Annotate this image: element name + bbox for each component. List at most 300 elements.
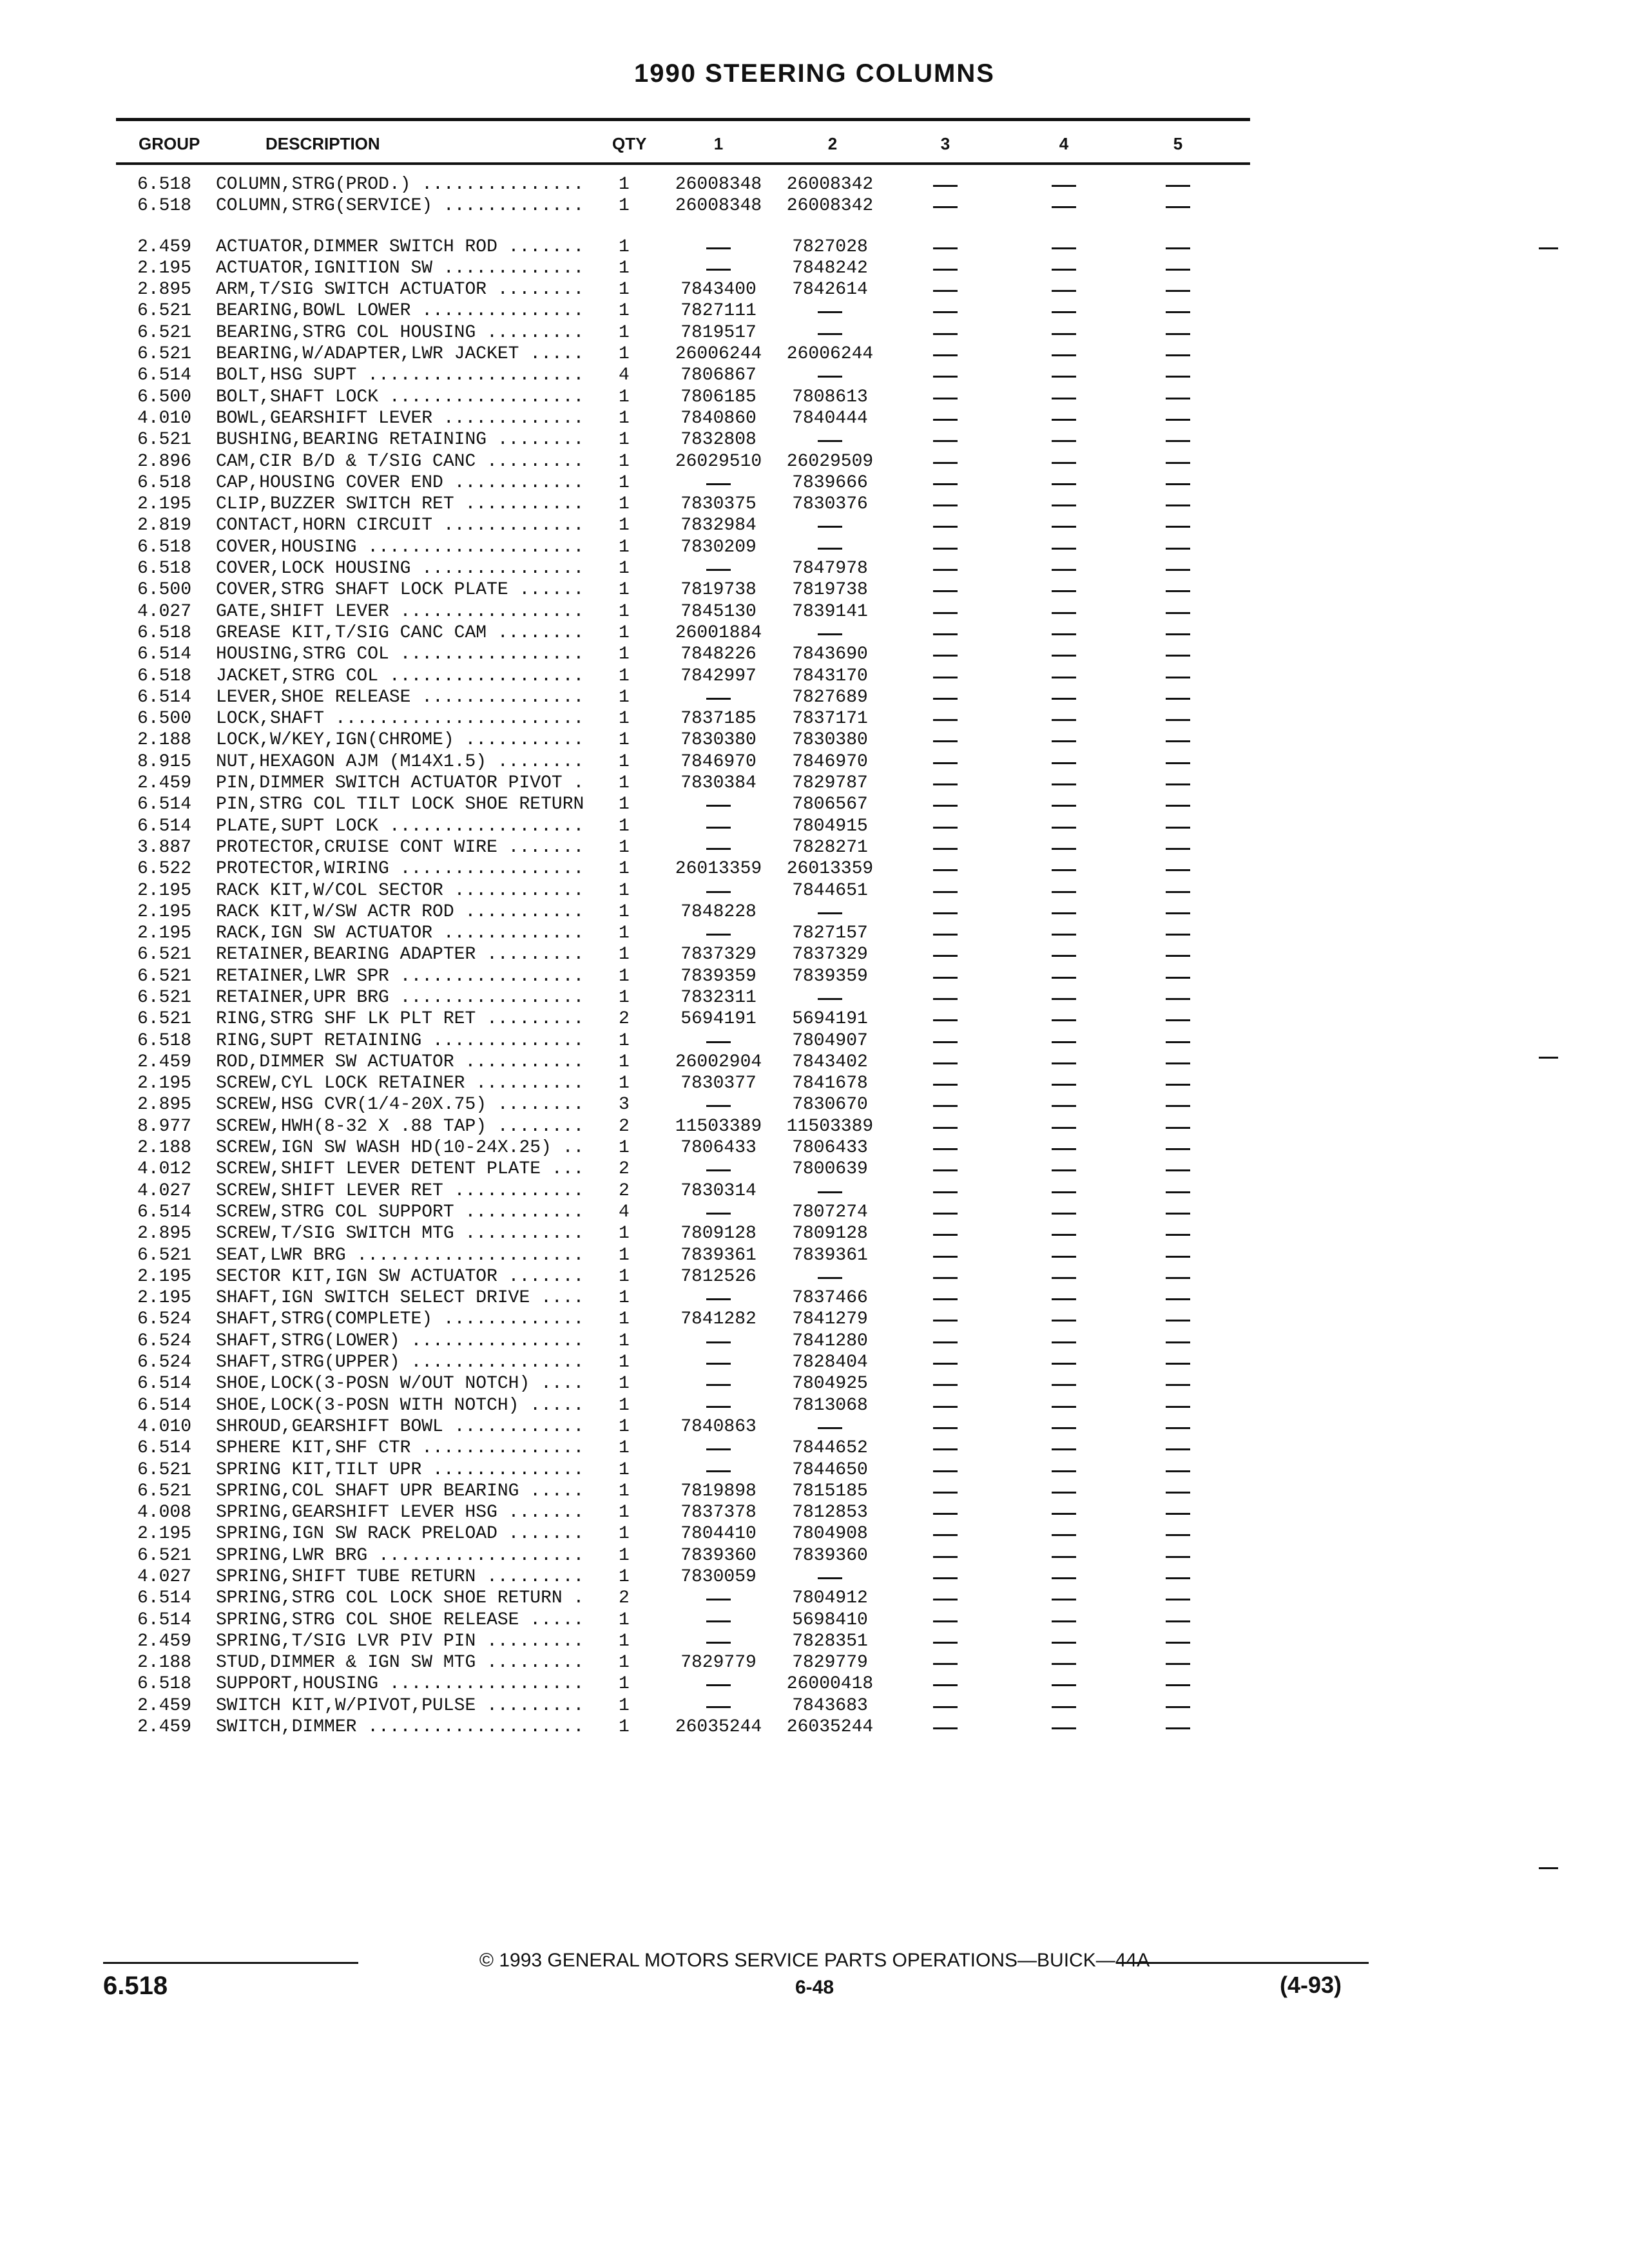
not-applicable-dash <box>1166 912 1190 914</box>
description-cell: SECTOR KIT,IGN SW ACTUATOR ....... <box>216 1266 584 1287</box>
not-applicable-dash <box>1166 1706 1190 1708</box>
part-number: 7841678 <box>792 1073 868 1094</box>
part-number: 7847978 <box>792 559 868 579</box>
qty-cell: 1 <box>619 322 630 343</box>
table-row <box>0 1223 1629 1244</box>
description-cell: RETAINER,UPR BRG ................. <box>216 987 584 1008</box>
not-applicable-dash <box>933 934 958 936</box>
not-applicable-dash <box>706 569 731 571</box>
not-applicable-dash <box>933 655 958 657</box>
table-row <box>0 1652 1629 1673</box>
not-applicable-dash <box>1052 934 1076 936</box>
qty-cell: 1 <box>619 1352 630 1373</box>
not-applicable-dash <box>1166 1406 1190 1408</box>
not-applicable-dash <box>1166 783 1190 785</box>
part-number: 5694191 <box>792 1009 868 1030</box>
not-applicable-dash <box>933 1277 958 1279</box>
description-cell: SCREW,HSG CVR(1/4-20X.75) ........ <box>216 1095 584 1115</box>
qty-cell: 1 <box>619 1073 630 1094</box>
not-applicable-dash <box>933 1448 958 1450</box>
part-number: 7848242 <box>792 258 868 278</box>
description-cell: RING,STRG SHF LK PLT RET ......... <box>216 1009 584 1030</box>
not-applicable-dash <box>933 1384 958 1386</box>
part-number: 7830377 <box>680 1073 757 1094</box>
not-applicable-dash <box>933 1169 958 1171</box>
qty-cell: 1 <box>619 730 630 751</box>
table-row <box>0 1610 1629 1631</box>
not-applicable-dash <box>1052 185 1076 187</box>
not-applicable-dash <box>1166 612 1190 614</box>
not-applicable-dash <box>1052 526 1076 528</box>
not-applicable-dash <box>818 440 842 442</box>
not-applicable-dash <box>933 1041 958 1043</box>
description-cell: SHAFT,STRG(LOWER) ................ <box>216 1331 584 1351</box>
not-applicable-dash <box>1166 1234 1190 1236</box>
group-cell: 6.514 <box>137 365 192 386</box>
not-applicable-dash <box>933 1213 958 1215</box>
part-number: 7829779 <box>680 1653 757 1673</box>
not-applicable-dash <box>1166 1363 1190 1365</box>
table-row <box>0 1030 1629 1052</box>
part-number: 7846970 <box>680 751 757 772</box>
part-number: 26035244 <box>786 1717 874 1738</box>
not-applicable-dash <box>933 1470 958 1472</box>
qty-cell: 2 <box>619 1588 630 1609</box>
part-number: 7828271 <box>792 837 868 858</box>
description-cell: PIN,STRG COL TILT LOCK SHOE RETURN <box>216 794 584 815</box>
not-applicable-dash <box>1166 569 1190 571</box>
qty-cell: 1 <box>619 430 630 450</box>
part-number: 7844651 <box>792 880 868 901</box>
part-number: 7839666 <box>792 472 868 493</box>
not-applicable-dash <box>933 740 958 742</box>
qty-cell: 2 <box>619 1009 630 1030</box>
description-cell: SPRING,STRG COL LOCK SHOE RETURN . <box>216 1588 584 1609</box>
part-number: 7806433 <box>792 1138 868 1158</box>
not-applicable-dash <box>1052 1470 1076 1472</box>
table-row <box>0 236 1629 258</box>
not-applicable-dash <box>1166 869 1190 871</box>
description-cell: COLUMN,STRG(PROD.) ............... <box>216 175 584 195</box>
not-applicable-dash <box>1166 1663 1190 1665</box>
group-cell: 6.521 <box>137 945 192 965</box>
not-applicable-dash <box>706 805 731 807</box>
description-cell: CLIP,BUZZER SWITCH RET ........... <box>216 494 584 515</box>
not-applicable-dash <box>933 1727 958 1729</box>
not-applicable-dash <box>706 483 731 485</box>
group-cell: 6.514 <box>137 1374 192 1394</box>
table-row <box>0 622 1629 644</box>
qty-cell: 1 <box>619 344 630 365</box>
part-number: 7804908 <box>792 1524 868 1544</box>
part-number: 26002904 <box>675 1052 762 1072</box>
not-applicable-dash <box>1052 1169 1076 1171</box>
qty-cell: 1 <box>619 1610 630 1630</box>
part-number: 7828404 <box>792 1352 868 1373</box>
not-applicable-dash <box>706 269 731 271</box>
part-number: 7839359 <box>680 966 757 986</box>
part-number: 7843170 <box>792 666 868 686</box>
group-cell: 6.518 <box>137 196 192 216</box>
not-applicable-dash <box>706 1105 731 1107</box>
not-applicable-dash <box>1166 1148 1190 1150</box>
part-number: 7832311 <box>680 987 757 1008</box>
not-applicable-dash <box>1166 977 1190 979</box>
not-applicable-dash <box>1166 440 1190 442</box>
not-applicable-dash <box>706 1642 731 1644</box>
group-cell: 2.195 <box>137 901 192 922</box>
header-group: GROUP <box>139 134 200 153</box>
qty-cell: 1 <box>619 1266 630 1287</box>
description-cell: BOLT,SHAFT LOCK .................. <box>216 387 584 407</box>
not-applicable-dash <box>1052 655 1076 657</box>
table-row <box>0 987 1629 1008</box>
part-number: 7848226 <box>680 644 757 665</box>
part-number: 7841282 <box>680 1309 757 1330</box>
table-row <box>0 773 1629 794</box>
qty-cell: 2 <box>619 1180 630 1201</box>
not-applicable-dash <box>1052 419 1076 421</box>
qty-cell: 1 <box>619 1224 630 1244</box>
not-applicable-dash <box>933 290 958 292</box>
not-applicable-dash <box>706 1470 731 1472</box>
not-applicable-dash <box>1166 311 1190 313</box>
description-cell: ACTUATOR,IGNITION SW ............. <box>216 258 584 278</box>
group-cell: 2.459 <box>137 773 192 794</box>
not-applicable-dash <box>1166 719 1190 721</box>
description-cell: SPRING,SHIFT TUBE RETURN ......... <box>216 1567 584 1587</box>
group-cell: 4.027 <box>137 601 192 622</box>
part-number: 7843402 <box>792 1052 868 1072</box>
not-applicable-dash <box>933 1684 958 1686</box>
not-applicable-dash <box>1166 1448 1190 1450</box>
description-cell: SPRING,COL SHAFT UPR BEARING ..... <box>216 1481 584 1501</box>
not-applicable-dash <box>1052 1448 1076 1450</box>
table-row <box>0 195 1629 216</box>
qty-cell: 1 <box>619 1545 630 1566</box>
part-number: 7830380 <box>680 730 757 751</box>
group-cell: 2.188 <box>137 1653 192 1673</box>
table-row <box>0 1673 1629 1695</box>
not-applicable-dash <box>1052 1298 1076 1300</box>
not-applicable-dash <box>933 333 958 335</box>
not-applicable-dash <box>933 1363 958 1365</box>
not-applicable-dash <box>1052 869 1076 871</box>
part-number: 7808613 <box>792 387 868 407</box>
qty-cell: 1 <box>619 451 630 472</box>
not-applicable-dash <box>933 1234 958 1236</box>
table-row <box>0 258 1629 279</box>
group-cell: 6.518 <box>137 666 192 686</box>
qty-cell: 4 <box>619 1202 630 1222</box>
table-row <box>0 666 1629 687</box>
not-applicable-dash <box>933 698 958 700</box>
part-number: 7829779 <box>792 1653 868 1673</box>
not-applicable-dash <box>933 633 958 635</box>
not-applicable-dash <box>1166 1213 1190 1215</box>
description-cell: COVER,HOUSING .................... <box>216 537 584 557</box>
description-cell: SPRING,LWR BRG ................... <box>216 1545 584 1566</box>
not-applicable-dash <box>818 633 842 635</box>
part-number: 7837171 <box>792 709 868 729</box>
not-applicable-dash <box>706 698 731 700</box>
part-number: 7839141 <box>792 601 868 622</box>
table-row <box>0 1395 1629 1416</box>
description-cell: RING,SUPT RETAINING .............. <box>216 1030 584 1051</box>
group-cell: 6.522 <box>137 859 192 879</box>
not-applicable-dash <box>1052 827 1076 829</box>
not-applicable-dash <box>1166 633 1190 635</box>
qty-cell: 1 <box>619 1030 630 1051</box>
table-row <box>0 794 1629 815</box>
description-cell: BEARING,STRG COL HOUSING ......... <box>216 322 584 343</box>
not-applicable-dash <box>1166 955 1190 957</box>
table-row <box>0 601 1629 622</box>
part-number: 7839359 <box>792 966 868 986</box>
qty-cell: 1 <box>619 709 630 729</box>
qty-cell: 1 <box>619 580 630 601</box>
not-applicable-dash <box>933 677 958 678</box>
table-row <box>0 1180 1629 1202</box>
part-number: 26035244 <box>675 1717 762 1738</box>
not-applicable-dash <box>1166 1041 1190 1043</box>
group-cell: 4.012 <box>137 1159 192 1180</box>
not-applicable-dash <box>1166 698 1190 700</box>
qty-cell: 1 <box>619 880 630 901</box>
header-qty: QTY <box>612 134 647 153</box>
not-applicable-dash <box>1052 1384 1076 1386</box>
group-cell: 8.977 <box>137 1116 192 1137</box>
qty-cell: 1 <box>619 1288 630 1309</box>
group-cell: 4.010 <box>137 1416 192 1437</box>
group-cell: 6.521 <box>137 1545 192 1566</box>
group-cell: 6.518 <box>137 472 192 493</box>
group-cell: 6.514 <box>137 1395 192 1416</box>
not-applicable-dash <box>933 1599 958 1600</box>
not-applicable-dash <box>1166 740 1190 742</box>
not-applicable-dash <box>933 419 958 421</box>
qty-cell: 1 <box>619 601 630 622</box>
part-number: 7843683 <box>792 1695 868 1716</box>
table-row <box>0 1695 1629 1716</box>
description-cell: RACK KIT,W/SW ACTR ROD ........... <box>216 901 584 922</box>
not-applicable-dash <box>933 1191 958 1193</box>
part-number: 7830209 <box>680 537 757 557</box>
part-number: 7840863 <box>680 1416 757 1437</box>
not-applicable-dash <box>1052 1620 1076 1622</box>
qty-cell: 1 <box>619 1567 630 1587</box>
group-cell: 2.195 <box>137 1073 192 1094</box>
part-number: 26013359 <box>786 859 874 879</box>
not-applicable-dash <box>1052 376 1076 378</box>
not-applicable-dash <box>706 1298 731 1300</box>
part-number: 7837466 <box>792 1288 868 1309</box>
group-cell: 6.518 <box>137 1674 192 1695</box>
margin-mark <box>1539 1867 1558 1869</box>
footer-page-number: 6-48 <box>795 1977 834 1998</box>
not-applicable-dash <box>818 333 842 335</box>
group-cell: 2.459 <box>137 1717 192 1738</box>
group-cell: 6.524 <box>137 1352 192 1373</box>
not-applicable-dash <box>1052 1105 1076 1107</box>
not-applicable-dash <box>818 912 842 914</box>
group-cell: 2.819 <box>137 515 192 536</box>
part-number: 7832808 <box>680 430 757 450</box>
table-row <box>0 408 1629 429</box>
table-row <box>0 1416 1629 1437</box>
table-row <box>0 429 1629 450</box>
qty-cell: 1 <box>619 559 630 579</box>
not-applicable-dash <box>1052 698 1076 700</box>
qty-cell: 1 <box>619 1459 630 1480</box>
header-col-5: 5 <box>1173 134 1183 153</box>
part-number: 26029509 <box>786 451 874 472</box>
part-number: 7837378 <box>680 1503 757 1523</box>
qty-cell: 1 <box>619 1245 630 1265</box>
qty-cell: 1 <box>619 1138 630 1158</box>
part-number: 7846970 <box>792 751 868 772</box>
table-row <box>0 1502 1629 1523</box>
description-cell: RETAINER,BEARING ADAPTER ......... <box>216 945 584 965</box>
group-cell: 4.027 <box>137 1180 192 1201</box>
table-row <box>0 858 1629 879</box>
group-cell: 6.514 <box>137 644 192 665</box>
not-applicable-dash <box>1052 762 1076 764</box>
not-applicable-dash <box>933 1577 958 1579</box>
not-applicable-dash <box>818 1427 842 1429</box>
part-number: 7800639 <box>792 1159 868 1180</box>
not-applicable-dash <box>933 1620 958 1622</box>
qty-cell: 3 <box>619 1095 630 1115</box>
table-row <box>0 515 1629 536</box>
not-applicable-dash <box>1166 827 1190 829</box>
not-applicable-dash <box>1166 1492 1190 1494</box>
not-applicable-dash <box>1166 1513 1190 1515</box>
group-cell: 6.521 <box>137 987 192 1008</box>
table-row <box>0 1052 1629 1073</box>
description-cell: ROD,DIMMER SW ACTUATOR ........... <box>216 1052 584 1072</box>
qty-cell: 1 <box>619 537 630 557</box>
not-applicable-dash <box>1052 206 1076 208</box>
qty-cell: 1 <box>619 687 630 707</box>
table-row <box>0 343 1629 365</box>
not-applicable-dash <box>1166 1620 1190 1622</box>
qty-cell: 1 <box>619 387 630 407</box>
not-applicable-dash <box>1166 1277 1190 1279</box>
not-applicable-dash <box>1052 333 1076 335</box>
part-number: 7843400 <box>680 280 757 300</box>
not-applicable-dash <box>1166 1105 1190 1107</box>
description-cell: ACTUATOR,DIMMER SWITCH ROD ....... <box>216 236 584 257</box>
qty-cell: 1 <box>619 966 630 986</box>
group-cell: 2.188 <box>137 730 192 751</box>
description-cell: ARM,T/SIG SWITCH ACTUATOR ........ <box>216 280 584 300</box>
description-cell: SCREW,T/SIG SWITCH MTG ........... <box>216 1224 584 1244</box>
table-row <box>0 1459 1629 1481</box>
not-applicable-dash <box>706 1448 731 1450</box>
table-row <box>0 687 1629 708</box>
description-cell: LEVER,SHOE RELEASE ............... <box>216 687 584 707</box>
qty-cell: 1 <box>619 175 630 195</box>
not-applicable-dash <box>1166 677 1190 678</box>
part-number: 7841279 <box>792 1309 868 1330</box>
qty-cell: 1 <box>619 236 630 257</box>
not-applicable-dash <box>1052 311 1076 313</box>
not-applicable-dash <box>933 505 958 506</box>
part-number: 7804907 <box>792 1030 868 1051</box>
group-cell: 2.188 <box>137 1138 192 1158</box>
group-cell: 2.195 <box>137 1524 192 1544</box>
part-number: 7829787 <box>792 773 868 794</box>
not-applicable-dash <box>1052 633 1076 635</box>
not-applicable-dash <box>1052 1041 1076 1043</box>
header-description: DESCRIPTION <box>265 134 380 153</box>
group-cell: 6.521 <box>137 1459 192 1480</box>
not-applicable-dash <box>1166 1599 1190 1600</box>
qty-cell: 1 <box>619 1653 630 1673</box>
qty-cell: 1 <box>619 644 630 665</box>
not-applicable-dash <box>818 1191 842 1193</box>
not-applicable-dash <box>933 762 958 764</box>
part-number: 7832984 <box>680 515 757 536</box>
part-number: 26000418 <box>786 1674 874 1695</box>
not-applicable-dash <box>706 247 731 249</box>
not-applicable-dash <box>1166 1320 1190 1321</box>
qty-cell: 2 <box>619 1116 630 1137</box>
not-applicable-dash <box>1052 505 1076 506</box>
table-row <box>0 837 1629 858</box>
not-applicable-dash <box>1166 1298 1190 1300</box>
qty-cell: 1 <box>619 1395 630 1416</box>
qty-cell: 1 <box>619 901 630 922</box>
not-applicable-dash <box>1052 1019 1076 1021</box>
not-applicable-dash <box>1166 1084 1190 1086</box>
part-number: 7806185 <box>680 387 757 407</box>
table-row <box>0 1245 1629 1266</box>
part-number: 26008342 <box>786 175 874 195</box>
qty-cell: 1 <box>619 515 630 536</box>
not-applicable-dash <box>1052 1256 1076 1258</box>
not-applicable-dash <box>933 719 958 721</box>
group-cell: 6.514 <box>137 687 192 707</box>
table-row <box>0 966 1629 987</box>
group-cell: 2.459 <box>137 1695 192 1716</box>
not-applicable-dash <box>1052 1599 1076 1600</box>
description-cell: SHOE,LOCK(3-POSN WITH NOTCH) ..... <box>216 1395 584 1416</box>
not-applicable-dash <box>1166 1127 1190 1129</box>
table-row <box>0 1331 1629 1352</box>
group-cell: 8.915 <box>137 751 192 772</box>
part-number: 7806567 <box>792 794 868 815</box>
group-cell: 6.514 <box>137 1588 192 1609</box>
part-number: 5698410 <box>792 1610 868 1630</box>
not-applicable-dash <box>1166 505 1190 506</box>
not-applicable-dash <box>1166 1534 1190 1536</box>
not-applicable-dash <box>1052 1663 1076 1665</box>
not-applicable-dash <box>1166 848 1190 850</box>
group-cell: 2.195 <box>137 923 192 944</box>
not-applicable-dash <box>933 526 958 528</box>
part-number: 7815185 <box>792 1481 868 1501</box>
not-applicable-dash <box>933 1019 958 1021</box>
not-applicable-dash <box>933 1127 958 1129</box>
not-applicable-dash <box>1166 376 1190 378</box>
group-cell: 4.008 <box>137 1503 192 1523</box>
not-applicable-dash <box>1166 419 1190 421</box>
part-number: 7806867 <box>680 365 757 386</box>
group-cell: 6.521 <box>137 966 192 986</box>
not-applicable-dash <box>933 269 958 271</box>
